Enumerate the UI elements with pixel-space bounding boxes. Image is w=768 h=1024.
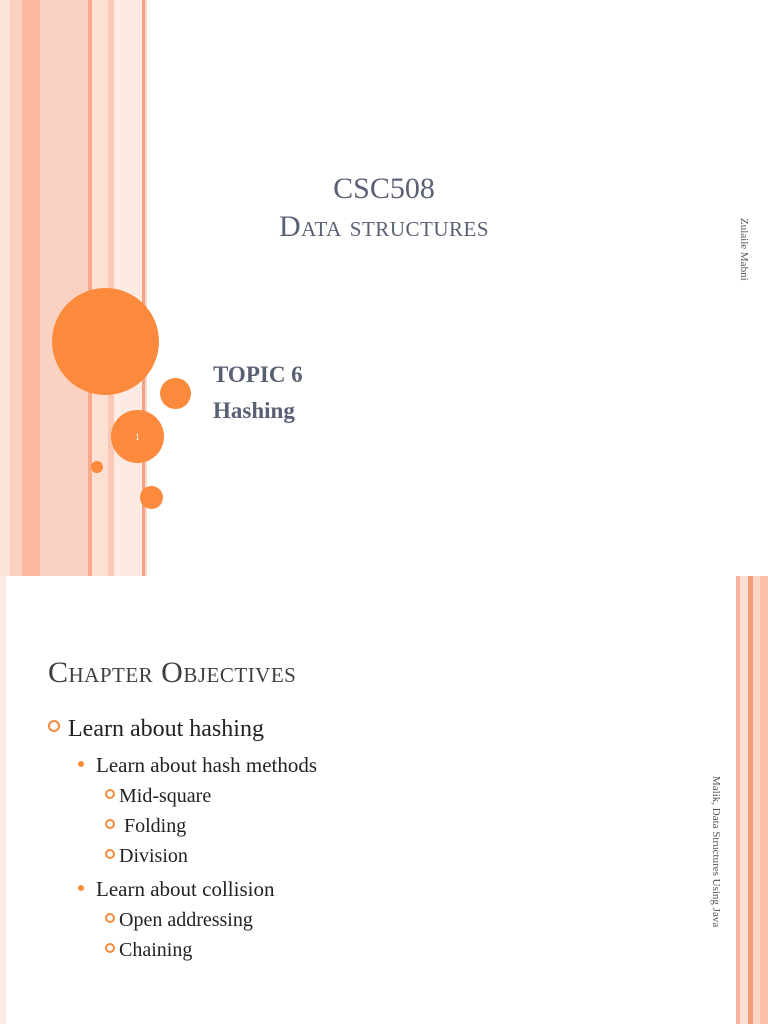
decorative-circle-small	[140, 486, 163, 509]
objective-detail-text: Open addressing	[119, 909, 253, 931]
author-label: Zulaile Mabni	[738, 218, 750, 281]
ring-bullet-icon	[105, 943, 115, 953]
course-title: Data structures	[278, 210, 489, 243]
slide-subtitle	[213, 357, 303, 429]
topic-title: Hashing	[213, 398, 295, 423]
decorative-stripe	[740, 576, 748, 1024]
decorative-stripe	[22, 0, 40, 576]
ring-bullet-icon	[48, 720, 60, 732]
objective-subitem	[78, 753, 317, 778]
objective-detail-text: Mid-square	[119, 785, 212, 807]
decorative-circle-tiny	[91, 461, 103, 473]
objective-detail	[105, 909, 253, 932]
ring-bullet-icon	[105, 849, 115, 859]
decorative-circle-medium	[160, 378, 191, 409]
ring-bullet-icon	[105, 789, 115, 799]
ring-bullet-icon	[105, 913, 115, 923]
objective-subitem-text: Learn about hash methods	[96, 753, 318, 777]
decorative-circle-large	[52, 288, 159, 395]
objective-detail-text: Folding	[119, 815, 187, 837]
topic-label: TOPIC 6	[213, 362, 303, 387]
source-label: Malik, Data Structures Using Java	[710, 776, 722, 928]
dot-bullet-icon	[78, 761, 84, 767]
course-code: CSC508	[333, 172, 435, 205]
slide-title	[200, 170, 568, 246]
objective-detail-text: Division	[119, 845, 188, 867]
objective-detail	[105, 845, 188, 868]
decorative-stripe	[40, 0, 88, 576]
objective-detail	[105, 939, 192, 962]
decorative-stripe	[0, 0, 10, 576]
objective-detail	[105, 815, 186, 838]
page-number-badge	[111, 410, 164, 463]
decorative-stripe	[0, 576, 6, 1024]
decorative-stripe	[760, 576, 768, 1024]
decorative-stripe	[10, 0, 22, 576]
slide-2	[0, 576, 768, 1024]
objective-subitem-text: Learn about collision	[96, 877, 275, 901]
objective-detail-text: Chaining	[119, 939, 193, 961]
decorative-stripe	[114, 0, 142, 576]
objective-item	[48, 716, 264, 743]
decorative-stripe	[753, 576, 760, 1024]
slide-title: Chapter Objectives	[48, 656, 297, 689]
dot-bullet-icon	[78, 885, 84, 891]
objective-detail	[105, 785, 211, 808]
objective-text: Learn about hashing	[68, 716, 264, 742]
page-number: 1	[135, 431, 140, 442]
ring-bullet-icon	[105, 819, 115, 829]
objective-subitem	[78, 877, 274, 902]
